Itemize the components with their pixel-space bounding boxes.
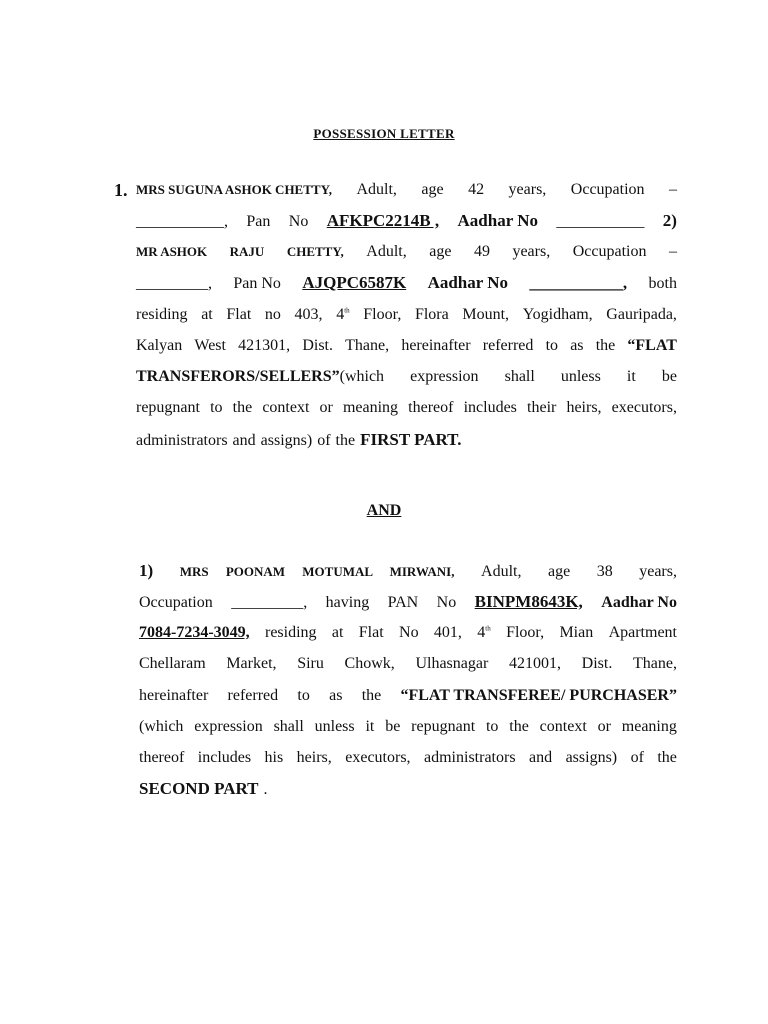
defined-term-part: “FLAT <box>627 337 677 354</box>
word: referred <box>482 337 534 354</box>
word: – <box>669 181 677 198</box>
defined-term-group <box>136 367 384 387</box>
word: 49 <box>473 243 490 260</box>
word: Thane, <box>632 655 677 672</box>
seller-2-name-part: RAJU <box>229 244 265 259</box>
word: age <box>547 563 571 580</box>
word: Thane, <box>345 337 390 354</box>
word: Siru <box>297 655 324 672</box>
occupation-blank: _________, <box>231 594 308 611</box>
word: includes <box>463 399 517 416</box>
first-party-line-1 <box>136 180 677 200</box>
seller-1-pan: AFKPC2214B , <box>326 211 440 230</box>
word: 403, <box>294 306 323 323</box>
item-marker: 1) <box>139 561 154 580</box>
second-party-line-3 <box>139 623 677 643</box>
word: and <box>529 749 553 766</box>
word: administrators <box>424 749 516 766</box>
word: expression <box>410 368 479 385</box>
second-party-line-2 <box>139 592 677 613</box>
word: of <box>630 749 644 766</box>
floor-number <box>336 305 349 325</box>
word: shall <box>273 718 304 735</box>
word: years, <box>512 243 551 260</box>
word: the <box>509 718 529 735</box>
word: Adult, <box>366 243 407 260</box>
seller-2-name-part: CHETTY, <box>286 244 344 259</box>
first-party-line-2 <box>136 211 677 232</box>
first-party-line-9 <box>136 430 677 451</box>
word: Floor, <box>506 624 545 641</box>
ordinal-suffix: th <box>485 624 491 633</box>
word: or <box>597 718 611 735</box>
aadhar-label: Aadhar No <box>427 273 509 292</box>
defined-term-purchaser: “FLAT TRANSFEREE/ PURCHASER” <box>400 687 677 704</box>
purchaser-aadhar: 7084-7234-3049, <box>139 624 250 641</box>
word: Mount, <box>462 306 510 323</box>
occupation-blank: ___________, <box>136 213 228 230</box>
word: thereof <box>139 749 185 766</box>
word: Occupation <box>139 594 213 611</box>
word: years, <box>508 181 547 198</box>
word: as <box>329 687 343 704</box>
seller-2-name-part: MR ASHOK <box>136 244 208 259</box>
word: it <box>626 368 636 385</box>
word: referred <box>227 687 279 704</box>
word: Chellaram <box>139 655 206 672</box>
word: the <box>361 687 382 704</box>
word: Ulhasnagar <box>415 655 489 672</box>
word: assigns) <box>565 749 618 766</box>
word: (which <box>139 718 184 735</box>
word: shall <box>504 368 535 385</box>
word: 38 <box>596 563 613 580</box>
word: Pan No <box>233 275 281 292</box>
aadhar-blank: ___________, <box>529 273 628 292</box>
word: Dist. <box>581 655 613 672</box>
word: at <box>331 624 344 641</box>
word: Mian <box>559 624 594 641</box>
word: meaning <box>621 718 677 735</box>
word: years, <box>639 563 677 580</box>
word: Flat <box>358 624 384 641</box>
first-party-line-5 <box>136 305 677 325</box>
defined-term-sellers: TRANSFERORS/SELLERS” <box>136 368 340 385</box>
word: – <box>668 243 677 260</box>
purchaser-pan: BINPM8643K, <box>474 592 583 611</box>
document-title: POSSESSION LETTER <box>313 126 455 141</box>
word: the <box>657 749 677 766</box>
word: context <box>262 399 310 416</box>
word: both <box>648 275 677 292</box>
word: heirs, <box>566 399 602 416</box>
occupation-blank: _________, <box>136 275 212 292</box>
second-party-line-5 <box>139 686 677 706</box>
word: unless <box>560 368 601 385</box>
period: . <box>263 781 268 798</box>
item-marker: 2) <box>662 211 677 230</box>
word: their <box>527 399 557 416</box>
word: executors, <box>611 399 677 416</box>
word: to <box>297 687 310 704</box>
word: Chowk, <box>344 655 395 672</box>
word: PAN <box>387 594 419 611</box>
aadhar-blank: ___________ <box>556 213 645 230</box>
word: residing <box>265 624 317 641</box>
and-separator: AND <box>366 502 402 519</box>
word: Dist. <box>302 337 333 354</box>
word: (which <box>339 368 385 385</box>
word: his <box>264 749 284 766</box>
first-party-line-8 <box>136 398 677 418</box>
second-part-group <box>139 779 268 800</box>
first-party-line-3 <box>136 242 677 262</box>
word: be <box>661 368 677 385</box>
word: Adult, <box>356 181 397 198</box>
word: Market, <box>226 655 277 672</box>
word: age <box>421 181 444 198</box>
word: includes <box>197 749 252 766</box>
word: of <box>317 432 331 449</box>
word: executors, <box>345 749 411 766</box>
word: Flora <box>414 306 449 323</box>
seller-2-pan: AJQPC6587K <box>302 273 407 292</box>
word: context <box>539 718 587 735</box>
word: no <box>264 306 281 323</box>
word: the <box>335 432 356 449</box>
word: at <box>201 306 213 323</box>
word: No <box>288 213 309 230</box>
word: unless <box>314 718 355 735</box>
word: be <box>385 718 401 735</box>
word: expression <box>194 718 263 735</box>
second-party-line-1 <box>139 561 677 582</box>
floor-digit: 4 <box>477 624 486 641</box>
word: the <box>232 399 253 416</box>
word: heirs, <box>296 749 332 766</box>
word: Pan <box>246 213 271 230</box>
word: meaning <box>342 399 399 416</box>
purchaser-name: MRS POONAM MOTUMAL MIRWANI, <box>179 564 455 579</box>
word: it <box>365 718 375 735</box>
first-party-line-4 <box>136 273 677 294</box>
word: or <box>319 399 333 416</box>
word: Floor, <box>363 306 402 323</box>
word: Apartment <box>608 624 677 641</box>
word: 421001, <box>508 655 561 672</box>
word: administrators <box>136 432 228 449</box>
first-party-line-6 <box>136 336 677 356</box>
word: and <box>232 432 256 449</box>
first-part-label: FIRST PART. <box>360 430 462 449</box>
ordinal-suffix: th <box>344 306 350 315</box>
aadhar-label: Aadhar No <box>457 211 538 230</box>
word: to <box>545 337 559 354</box>
word: repugnant <box>411 718 476 735</box>
word: to <box>210 399 223 416</box>
word: repugnant <box>136 399 200 416</box>
word: West <box>194 337 226 354</box>
word: No <box>399 624 419 641</box>
floor-number <box>477 623 490 643</box>
word: Gauripada, <box>606 306 677 323</box>
second-party-line-7 <box>139 748 677 768</box>
word: Occupation <box>570 181 645 198</box>
word: Kalyan <box>136 337 183 354</box>
word: Yogidham, <box>522 306 593 323</box>
word: Flat <box>226 306 252 323</box>
word: Occupation <box>572 243 647 260</box>
word: 42 <box>468 181 485 198</box>
second-part-label: SECOND PART <box>139 779 259 798</box>
second-party-line-8 <box>139 779 677 800</box>
seller-1-name: MRS SUGUNA ASHOK CHETTY, <box>136 182 333 197</box>
word: having <box>325 594 370 611</box>
word: as <box>570 337 584 354</box>
word: 401, <box>433 624 462 641</box>
word: 421301, <box>238 337 291 354</box>
word: assigns) <box>260 432 313 449</box>
word: age <box>429 243 452 260</box>
word: thereof <box>408 399 454 416</box>
clause-number: 1. <box>114 180 128 200</box>
word: the <box>595 337 616 354</box>
second-party-line-4 <box>139 654 677 674</box>
word: hereinafter <box>401 337 471 354</box>
floor-digit: 4 <box>336 306 345 323</box>
first-party-line-7 <box>136 367 677 387</box>
word: No <box>436 594 457 611</box>
second-party-line-6 <box>139 717 677 737</box>
word: hereinafter <box>139 687 209 704</box>
aadhar-label: Aadhar No <box>601 594 677 611</box>
word: residing <box>136 306 188 323</box>
word: to <box>485 718 499 735</box>
word: Adult, <box>481 563 522 580</box>
